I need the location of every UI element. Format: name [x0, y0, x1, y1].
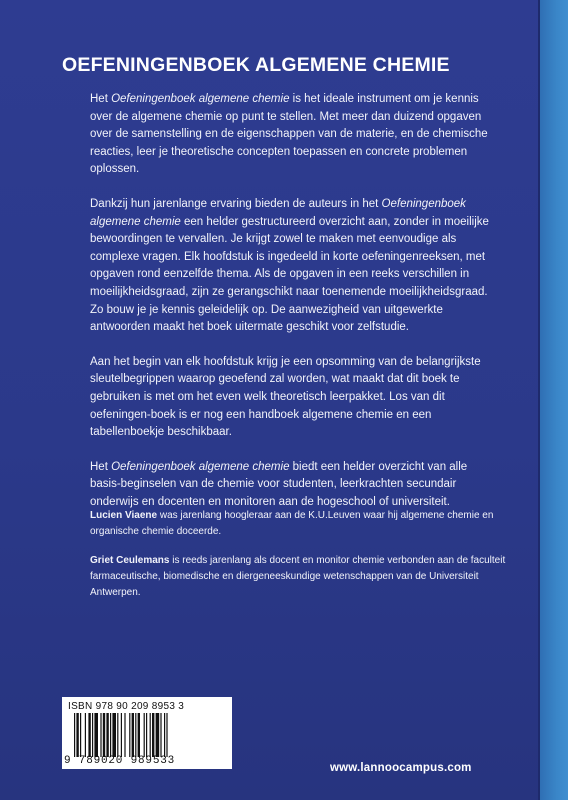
- author-name: Lucien Viaene: [90, 510, 158, 521]
- blurb-paragraph-1: Het Oefeningenboek algemene chemie is het ideale instrument om je kennis over de algemene chemie op punt te stellen. Met meer dan duizend opgaven over de samenstelling en de eigenschappen van de materie, en de chemische reacties, leer je theoretische concepten toepassen en concrete problemen oplossen.: [90, 93, 488, 176]
- book-name-italic: Oefeningenboek algemene chemie: [111, 460, 290, 473]
- isbn-barcode: [62, 697, 232, 769]
- author-bios: [90, 508, 510, 614]
- isbn-label: ISBN 978 90 209 8953 3: [68, 701, 185, 712]
- blurb-paragraph-4: Het Oefeningenboek algemene chemie biedt een helder overzicht van alle basis-beginselen van de chemie voor studenten, leerkrachten secundair onderwijs en docenten en monitoren aan de hogeschool of universiteit.: [90, 460, 468, 508]
- author-name: Griet Ceulemans: [90, 555, 170, 566]
- author-bio-1: Lucien Viaene was jarenlang hoogleraar aan de K.U.Leuven waar hij algemene chemie en organische chemie doceerde.: [90, 510, 494, 537]
- blurb: [90, 91, 500, 528]
- book-name-italic: Oefeningenboek algemene chemie: [111, 93, 290, 105]
- blurb-paragraph-2: Dankzij hun jarenlange ervaring bieden de auteurs in het Oefeningenboek algemene chemie een helder gestructureerd overzicht aan, zonder in moeilijke bewoordingen te vervallen. Je krijgt zowel te maken met eenvoudige als complexe vragen. Elk hoofdstuk is ingedeeld in korte oefeningenreeksen, met opgaven rond eenzelfde thema. Als de opgaven in een reeks verschillen in moeilijkheidsgraad, zijn ze gerangschikt naar toenemende moeilijkheidsgraad. Zo bouw je je kennis geleidelijk op. De aanwezigheid van uitgewerkte antwoorden maakt het boek uitermate geschikt voor zelfstudie.: [90, 197, 489, 334]
- book-spine: [540, 0, 568, 800]
- book-title: OEFENINGENBOEK ALGEMENE CHEMIE: [62, 54, 450, 76]
- barcode-icon: [72, 713, 222, 757]
- barcode-digits: 9 789020 989533: [64, 755, 176, 767]
- publisher-website: www.lannoocampus.com: [330, 762, 472, 774]
- author-bio-2: Griet Ceulemans is reeds jarenlang als docent en monitor chemie verbonden aan de faculteit farmaceutische, biomedische en diergeneeskundige wetenschappen van de Universiteit Antwerpen.: [90, 555, 506, 598]
- blurb-paragraph-3: Aan het begin van elk hoofdstuk krijg je een opsomming van de belangrijkste sleutelbegrippen waarop geoefend zal worden, wat maakt dat dit boek te gebruiken is met om het even welk theoretisch leerpakket. Los van dit oefeningen-boek is er nog een handboek algemene chemie en een tabellenboekje beschikbaar.: [90, 355, 481, 439]
- book-name-italic: Oefeningenboek algemene chemie: [90, 197, 466, 228]
